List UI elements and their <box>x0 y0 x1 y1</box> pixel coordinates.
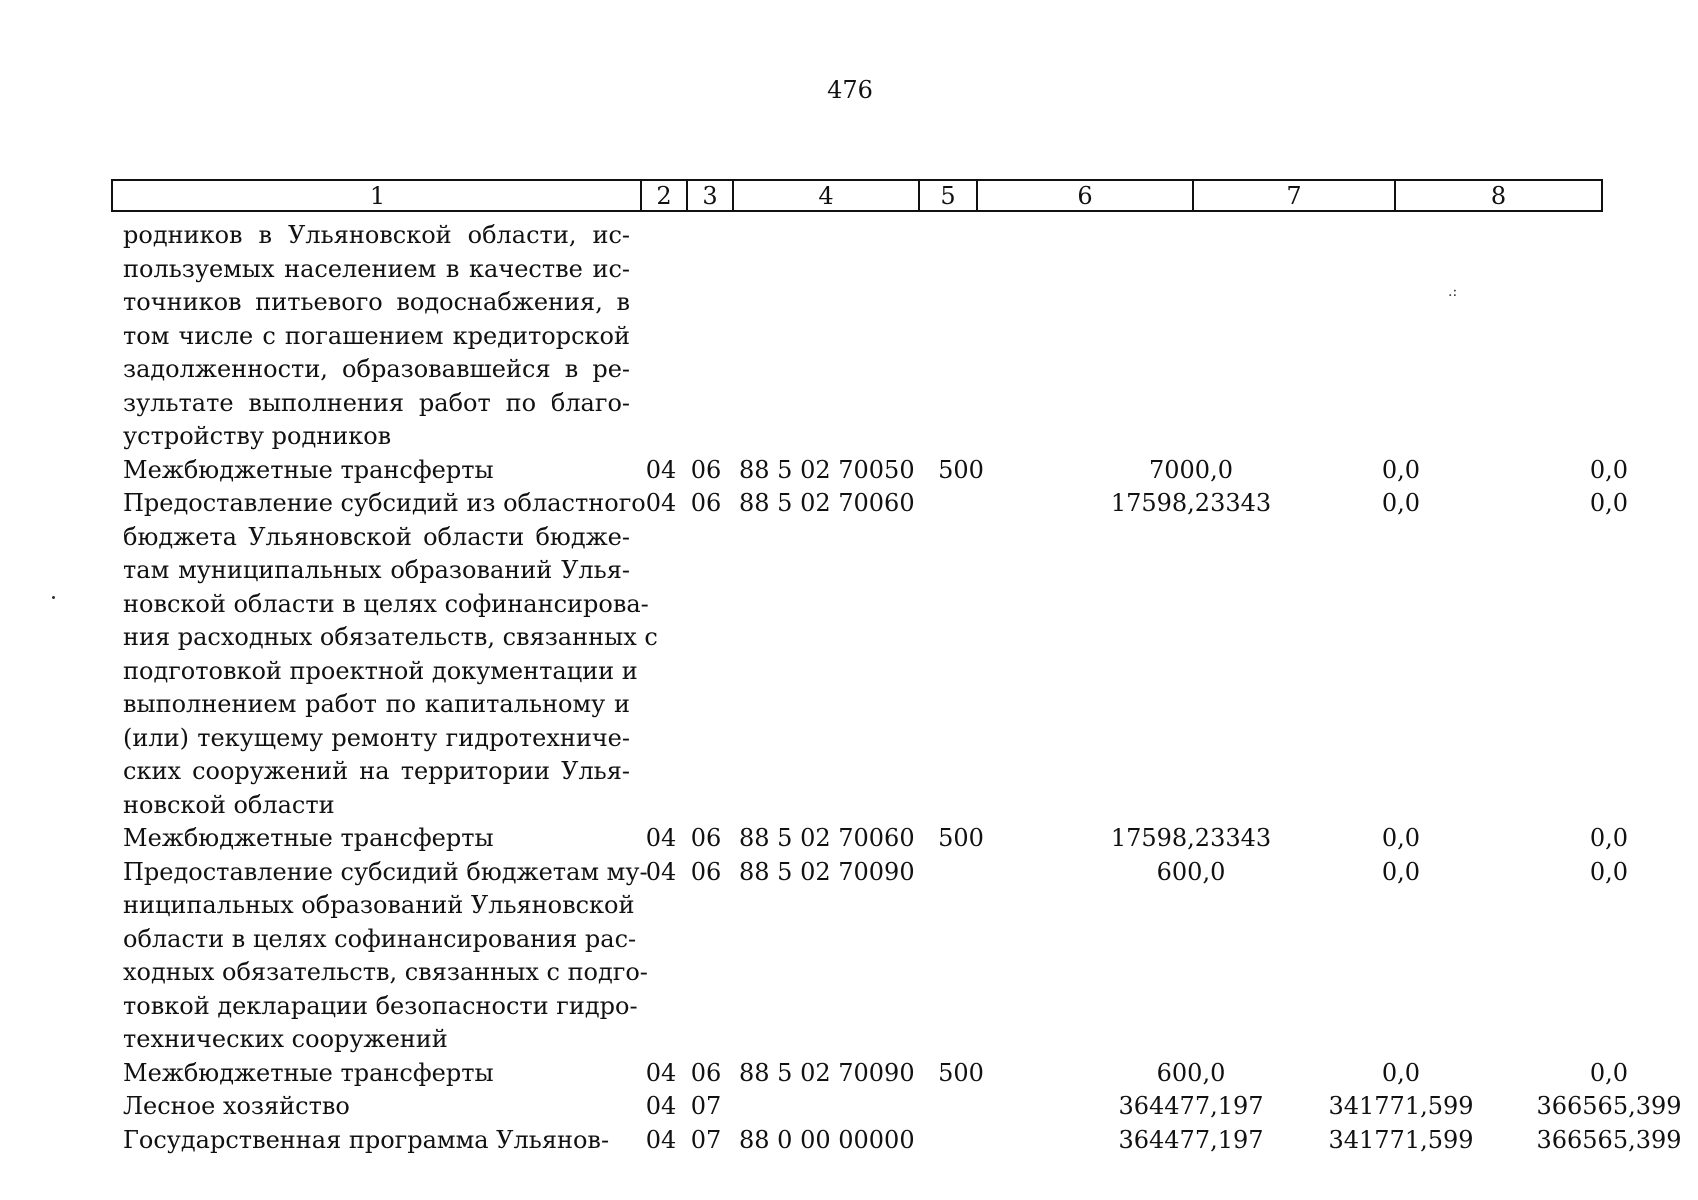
col-amount-1: 364477,197 <box>1118 1125 1264 1154</box>
col-amount-1: 7000,0 <box>1149 455 1233 484</box>
col-target-article: 88 5 02 70090 <box>739 1058 915 1087</box>
col-amount-2: 0,0 <box>1381 455 1421 484</box>
col-amount-2: 0,0 <box>1381 489 1421 517</box>
col-subsection: 06 <box>690 824 722 852</box>
col-target-article: 88 5 02 70060 <box>739 489 915 517</box>
col-amount-1: 600,0 <box>1156 857 1226 886</box>
stray-dot <box>52 596 55 599</box>
col-amount-2: 0,0 <box>1381 824 1421 852</box>
table-body <box>111 219 1682 1157</box>
header-col-7: 7 <box>1192 181 1394 210</box>
row-description <box>111 856 648 1057</box>
col-target-article: 88 0 00 00000 <box>739 1125 915 1154</box>
table-header <box>111 179 1603 212</box>
stray-mark: .: <box>1448 284 1458 300</box>
col-section: 04 <box>645 455 677 484</box>
col-amount-2: 341771,599 <box>1328 1125 1474 1154</box>
description-line: ния расходных обязательств, связанных с <box>123 623 658 651</box>
col-subsection: 06 <box>690 857 722 886</box>
header-col-3: 3 <box>686 181 732 210</box>
col-amount-3: 366565,399 <box>1536 1125 1682 1154</box>
col-amount-1: 17598,23343 <box>1110 489 1272 517</box>
col-section: 04 <box>645 1125 677 1154</box>
description-line: Предоставление субсидий из областного <box>123 489 646 517</box>
row-description <box>111 1057 630 1091</box>
col-expense-type: 500 <box>938 824 984 852</box>
page-number: 476 <box>827 76 873 104</box>
description-line: устройству родников <box>123 422 392 450</box>
description-line: ниципальных образований Ульяновской <box>123 891 635 919</box>
header-col-6: 6 <box>976 181 1192 210</box>
col-amount-2: 0,0 <box>1381 1058 1421 1087</box>
table-row <box>111 856 1629 1057</box>
description-line: области в целях софинансирования рас- <box>123 924 637 953</box>
col-section: 04 <box>645 1092 677 1120</box>
col-amount-2: 0,0 <box>1381 857 1421 886</box>
table-row <box>111 487 1629 822</box>
col-subsection: 06 <box>690 489 722 517</box>
col-amount-3: 0,0 <box>1589 857 1629 886</box>
table-row <box>111 1057 1629 1091</box>
row-description <box>111 1124 630 1158</box>
table-row <box>111 1124 1682 1158</box>
col-amount-3: 0,0 <box>1589 1058 1629 1087</box>
description-line: том числе с погашением кредиторской <box>123 321 630 350</box>
col-amount-2: 341771,599 <box>1328 1092 1474 1120</box>
header-col-1: 1 <box>369 181 386 210</box>
description-line: Межбюджетные трансферты <box>123 455 494 484</box>
col-target-article: 88 5 02 70050 <box>739 455 915 484</box>
col-amount-3: 366565,399 <box>1536 1092 1682 1120</box>
description-line: ских сооружений на территории Улья- <box>123 757 630 785</box>
description-line: пользуемых населением в качестве ис- <box>123 254 630 283</box>
col-section: 04 <box>645 824 677 852</box>
col-amount-1: 17598,23343 <box>1110 824 1272 852</box>
description-line: ходных обязательств, связанных с подго- <box>123 958 648 986</box>
description-line: бюджета Ульяновской области бюдже- <box>123 522 630 551</box>
col-subsection: 06 <box>690 1058 722 1087</box>
description-line: точников питьевого водоснабжения, в <box>123 288 630 316</box>
row-description <box>111 219 630 454</box>
description-line: там муниципальных образований Улья- <box>123 556 630 584</box>
col-amount-1: 600,0 <box>1156 1058 1226 1087</box>
col-subsection: 07 <box>690 1092 722 1120</box>
row-description <box>111 822 630 856</box>
description-line: Межбюджетные трансферты <box>123 1058 494 1087</box>
col-section: 04 <box>645 1058 677 1087</box>
description-line: задолженности, образовавшейся в ре- <box>123 355 630 383</box>
description-line: технических сооружений <box>123 1025 448 1053</box>
description-line: зультате выполнения работ по благо- <box>123 388 630 417</box>
description-line: (или) текущему ремонту гидротехниче- <box>123 723 630 752</box>
row-description <box>111 454 630 488</box>
table-row <box>111 822 1629 856</box>
col-subsection: 06 <box>690 455 722 484</box>
table-row <box>111 1090 1682 1124</box>
description-line: Лесное хозяйство <box>123 1092 350 1120</box>
col-amount-1: 364477,197 <box>1118 1092 1264 1120</box>
description-line: выполнением работ по капитальному и <box>123 690 630 718</box>
description-line: товкой декларации безопасности гидро- <box>123 991 638 1020</box>
description-line: Государственная программа Ульянов- <box>123 1125 610 1154</box>
col-target-article: 88 5 02 70060 <box>739 824 915 852</box>
header-col-4: 4 <box>732 181 918 210</box>
col-amount-3: 0,0 <box>1589 489 1629 517</box>
description-line: Предоставление субсидий бюджетам му- <box>123 857 648 886</box>
description-line: новской области в целях софинансирова- <box>123 589 649 618</box>
header-col-5: 5 <box>918 181 976 210</box>
col-section: 04 <box>645 857 677 886</box>
header-col-2: 2 <box>640 181 686 210</box>
description-line: новской области <box>123 790 335 819</box>
col-subsection: 07 <box>690 1125 722 1154</box>
col-amount-3: 0,0 <box>1589 824 1629 852</box>
col-amount-3: 0,0 <box>1589 455 1629 484</box>
row-description <box>111 1090 630 1124</box>
table-row <box>111 454 1629 488</box>
col-expense-type: 500 <box>938 1058 984 1087</box>
col-expense-type: 500 <box>938 455 984 484</box>
row-description <box>111 487 658 822</box>
header-col-8: 8 <box>1394 181 1601 210</box>
description-line: подготовкой проектной документации и <box>123 656 638 685</box>
col-target-article: 88 5 02 70090 <box>739 857 915 886</box>
description-line: родников в Ульяновской области, ис- <box>123 221 630 249</box>
col-section: 04 <box>645 489 677 517</box>
description-line: Межбюджетные трансферты <box>123 824 494 852</box>
table-row <box>111 219 1603 454</box>
